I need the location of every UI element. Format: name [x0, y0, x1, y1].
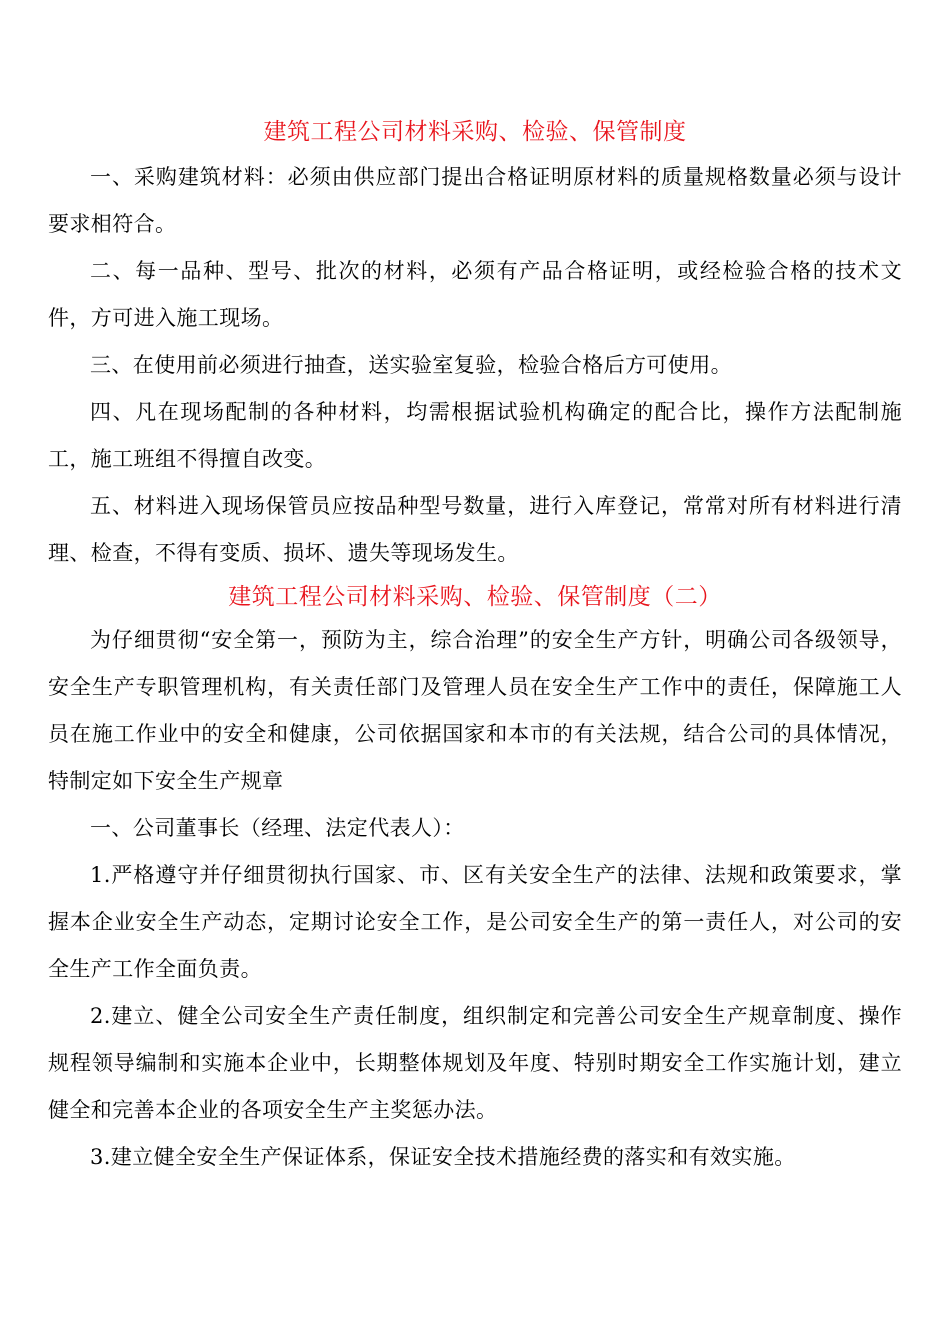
section-1-paragraph-4: 四、凡在现场配制的各种材料，均需根据试验机构确定的配合比，操作方法配制施工，施工班组不得擅自改变。 [48, 400, 902, 471]
section-2-title: 建筑工程公司材料采购、检验、保管制度（二） [228, 584, 722, 610]
section-1-paragraph-5: 五、材料进入现场保管员应按品种型号数量，进行入库登记，常常对所有材料进行清理、检查，不得有变质、损坏、遗失等现场发生。 [48, 494, 902, 565]
section-1-paragraph-2: 二、每一品种、型号、批次的材料，必须有产品合格证明，或经检验合格的技术文件，方可进入施工现场。 [48, 259, 902, 330]
document-page [48, 112, 902, 1181]
section-2-paragraph-1: 为仔细贯彻“安全第一，预防为主，综合治理”的安全生产方针，明确公司各级领导，安全生产专职管理机构，有关责任部门及管理人员在安全生产工作中的责任，保障施工人员在施工作业中的安全和健康，公司依据国家和本市的有关法规，结合公司的具体情况，特制定如下安全生产规章 [48, 628, 902, 793]
section-1-paragraph-3: 三、在使用前必须进行抽查，送实验室复验，检验合格后方可使用。 [90, 353, 732, 377]
section-2-paragraph-3: 1.严格遵守并仔细贯彻执行国家、市、区有关安全生产的法律、法规和政策要求，掌握本企业安全生产动态，定期讨论安全工作，是公司安全生产的第一责任人，对公司的安全生产工作全面负责。 [48, 863, 902, 981]
section-2-paragraph-4: 2.建立、健全公司安全生产责任制度，组织制定和完善公司安全生产规章制度、操作规程领导编制和实施本企业中，长期整体规划及年度、特别时期安全工作实施计划，建立健全和完善本企业的各项安全生产主奖惩办法。 [48, 1004, 902, 1122]
section-1-title: 建筑工程公司材料采购、检验、保管制度 [263, 119, 687, 145]
section-2-paragraph-2: 一、公司董事长（经理、法定代表人）： [90, 816, 465, 840]
section-2-paragraph-5: 3.建立健全安全生产保证体系，保证安全技术措施经费的落实和有效实施。 [90, 1145, 796, 1169]
section-1-paragraph-1: 一、采购建筑材料：必须由供应部门提出合格证明原材料的质量规格数量必须与设计要求相符合。 [48, 165, 902, 236]
